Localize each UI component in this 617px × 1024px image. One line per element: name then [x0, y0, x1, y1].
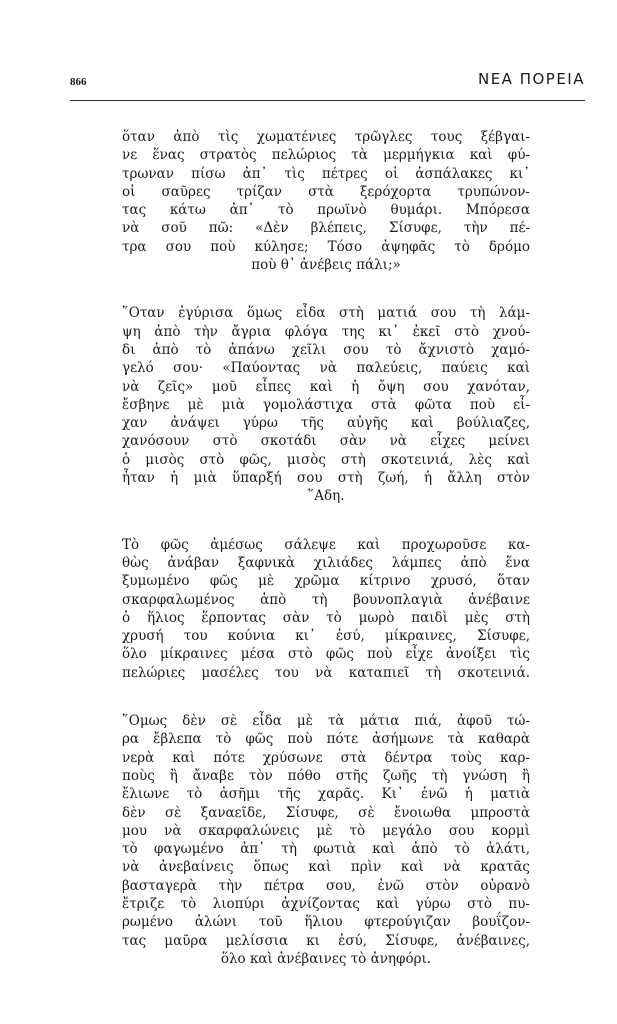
text-line: ψη ἀπὸ τὴν ἄγρια φλόγα της κι᾽ ἐκεῖ στὸ χνού-	[122, 323, 530, 340]
text-line: τας μαῦρα μελίσσια κι ἐσύ, Σίσυφε, ἀνέβαινες,	[122, 932, 530, 949]
text-line: ἦταν ἡ μιὰ ὕπαρξή σου στὴ ζωή, ἡ ἄλλη στὸν	[122, 470, 530, 487]
text-line: νερὰ καὶ πότε χρύσωνε στὰ δέντρα τοὺς καρ-	[122, 749, 530, 766]
text-line: νὰ ζεῖς» μοῦ εἶπες καὶ ἡ ὄψη σου χανόταν,	[122, 378, 530, 395]
text-line: σκαρφαλωμένος ἀπὸ τὴ βουνοπλαγιὰ ἀνέβαινε	[122, 591, 530, 608]
text-line: ποὺς ἢ ἄναβε τὸν πόθο στῆς ζωῆς τὴ γνώση ἢ	[122, 767, 530, 784]
text-line: νὰ σοῦ πῶ: «Δὲν βλέπεις, Σίσυφε, τὴν πέ-	[122, 220, 530, 237]
text-line: ρα ἔβλεπα τὸ φῶς ποὺ πότε ἀσήμωνε τὰ καθαρὰ	[122, 731, 530, 748]
text-line: γελό σου· «Παύοντας νὰ παλεύεις, παύεις καὶ	[122, 360, 530, 377]
text-line: δι ἀπὸ τὸ ἀπάνω χεῖλι σου τὸ ἄχνιστὸ χαμό-	[122, 341, 530, 358]
text-line: ῞Οταν ἐγύρισα ὅμως εἶδα στὴ ματιά σου τὴ λάμ-	[122, 305, 530, 322]
text-line: τρωναν πίσω ἀπ᾽ τὶς πέτρες οἱ ἀσπάλακες κι᾽	[122, 165, 530, 182]
text-line: δὲν σὲ ξαναεῖδε, Σίσυφε, σὲ ἔνοιωθα μπροστὰ	[122, 804, 530, 821]
text-line: νὰ ἀνεβαίνεις ὅπως καὶ πρὶν καὶ νὰ κρατᾶς	[122, 859, 530, 876]
text-line: χρυσή του κούνια κι᾽ ἐσύ, μίκραινες, Σίσυφε,	[122, 628, 530, 645]
text-line: ἔλιωνε τὸ ἀσῆμι τῆς χαρᾶς. Κι᾽ ἐνῶ ἡ ματιὰ	[122, 786, 530, 803]
paragraph	[122, 128, 530, 274]
text-line: οἱ σαῦρες τρίζαν στὰ ξερόχορτα τρυπώνον-	[122, 183, 530, 200]
text-line: χαν ἀνάψει γύρω τῆς αὐγῆς καὶ βούλιαζες,	[122, 415, 530, 432]
page-number: 866	[70, 76, 87, 88]
paragraph	[122, 712, 530, 968]
text-line: τὸ φαγωμένο ἀπ᾽ τὴ φωτιὰ καὶ ἀπὸ τὸ ἁλάτι,	[122, 841, 530, 858]
text-line: ὅταν ἀπὸ τὶς χωματένιες τρῶγλες τους ξέβγαι-	[122, 129, 530, 145]
text-line: ἔτριζε τὸ λιοπύρι ἀχνίζοντας καὶ γύρω στὸ πυ-	[122, 895, 530, 912]
text-line: βασταγερὰ τὴν πέτρα σου, ἐνῶ στὸν οὐρανὸ	[122, 877, 530, 894]
text-line: τρα σου ποὺ κύλησε; Τόσο ἀψηφᾶς τὸ δρόμο	[122, 238, 530, 255]
text-line: ἔσβηνε μὲ μιὰ γομολάστιχα στὰ φῶτα ποὺ εἶ-	[122, 396, 530, 413]
journal-title: ΝΕΑ ΠΟΡΕΙΑ	[477, 70, 585, 88]
text-line: ῞Ομως δὲν σὲ εἶδα μὲ τὰ μάτια πιά, ἀφοῦ τώ-	[122, 713, 530, 730]
text-line: ξυμωμένο φῶς μὲ χρῶμα κίτρινο χρυσό, ὅταν	[122, 573, 530, 590]
text-line: ὁ ἥλιος ἕρποντας σὰν τὸ μωρὸ παιδὶ μὲς στὴ	[122, 609, 530, 626]
text-line: ὅλο μίκραινες μέσα στὸ φῶς ποὺ εἶχε ἀνοίξει τὶς	[122, 646, 530, 663]
text-line: ὁ μισὸς στὸ φῶς, μισὸς στὴ σκοτεινιά, λὲς καὶ	[122, 451, 530, 468]
paragraph	[122, 536, 530, 682]
text-line: ῞Αδη.	[307, 488, 345, 505]
header-rule	[70, 100, 585, 101]
text-line: πελώριες μασέλες του νὰ καταπιεῖ τὴ σκοτεινιά.	[122, 664, 530, 681]
text-line: νε ἕνας στρατὸς πελώριος τὰ μερμήγκια καὶ φύ-	[122, 147, 530, 164]
text-line: χανόσουν στὸ σκοτάδι σὰν νὰ εἶχες μείνει	[122, 433, 530, 450]
paragraph	[122, 304, 530, 505]
text-line: θὼς ἀνάβαν ξαφνικὰ χιλιάδες λάμπες ἀπὸ ἕνα	[122, 554, 530, 571]
text-line: ρωμένο ἁλώνι τοῦ ἥλιου φτερούγιζαν βουΐζον-	[122, 914, 530, 931]
text-line: τας κάτω ἀπ᾽ τὸ πρωϊνὸ θυμάρι. Μπόρεσα	[122, 202, 530, 219]
text-line: ποὺ θ᾽ ἀνέβεις πάλι;»	[251, 257, 401, 274]
text-line: Τὸ φῶς ἀμέσως σάλεψε καὶ προχωροῦσε κα-	[122, 536, 530, 553]
body-text	[122, 128, 530, 998]
text-line: μου νὰ σκαρφαλώνεις μὲ τὸ μεγάλο σου κορμὶ	[122, 822, 530, 839]
page-header	[70, 70, 585, 96]
text-line: ὅλο καὶ ἀνέβαινες τὸ ἀνηφόρι.	[220, 950, 432, 967]
